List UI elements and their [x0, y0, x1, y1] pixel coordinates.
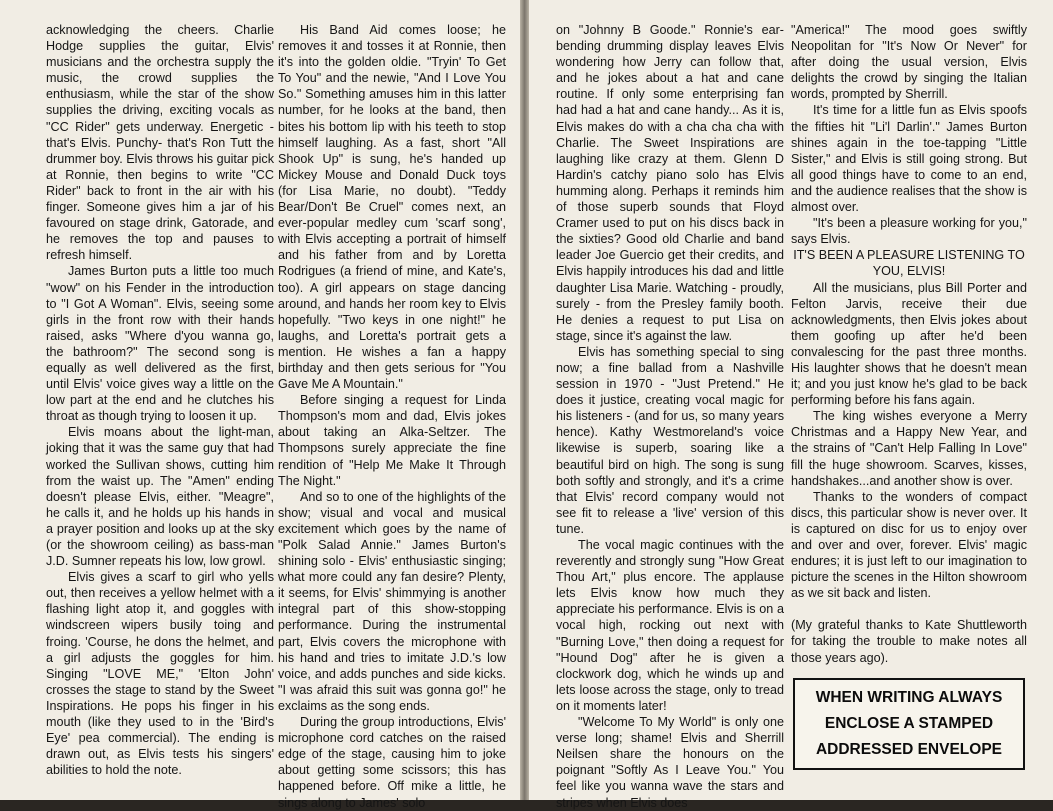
paragraph: Before singing a request for Linda Thompson's mom and dad, Elvis jokes about taking an Alka-Seltzer. The Thompsons surely appreciate the fine rendition of "Help Me Make It Through The Night."	[278, 393, 506, 488]
notice-line: ENCLOSE A STAMPED	[824, 715, 994, 732]
paragraph: The king wishes everyone a Merry Christmas and a Happy New Year, and the strains of "Can't Help Falling In Love" fill the huge showroom. Scarves, kisses, handshakes...and another show is over.	[791, 409, 1027, 488]
page-gutter	[520, 0, 529, 800]
paragraph: The vocal magic continues with the reverently and strongly sung "How Great Thou Art," plus encore. The applause lets Elvis know how much they appreciate his performance. Elvis is on a vocal high, rocking out next with "Burning Love," then doing a request for "Hound Dog" after he is given a clockwork dog, which he winds up and lets loose across the stage, only to tread on it moments later!	[556, 538, 784, 713]
paragraph: All the musicians, plus Bill Porter and Felton Jarvis, receive their due acknowledgments, then Elvis jokes about them goofing up after he'd been convalescing for the past three months. His laughter shows that he doesn't mean it; and you just know he's glad to be back performing before his fans again.	[791, 280, 1027, 408]
notice-box	[793, 678, 1025, 770]
caps-line: IT'S BEEN A PLEASURE LISTENING TO YOU, ELVIS!	[793, 248, 1025, 279]
paragraph: "It's been a pleasure working for you," says Elvis.	[791, 216, 1027, 247]
paragraph: Elvis gives a scarf to girl who yells out, then receives a yellow helmet with a flashing light atop it, and goggles with windscreen wipers busily toing and froing. 'Course, he dons the helmet, and a girl adjusts the goggles for him. Singing "LOVE ME," 'Elton John' crosses the stage to stand by the Sweet Inspirations. He pops his finger in his mouth (like they used to in the 'Bird's Eye' pea commercial). The ending is drawn out, as Elvis tests his singers' abilities to hold the note.	[46, 570, 274, 778]
paragraph: Elvis has something special to sing now; a fine ballad from a Nashville session in 1970 - "Just Pretend." He does it justice, creating vocal magic for his listeners - (and for us, so many years hence). Kathy Westmoreland's voice likewise is superb, soaring like a beautiful bird on high. The song is sung both softly and strongly, and it's a crime that Elvis' record company would not see fit to release a 'live' version of this tune.	[556, 344, 784, 536]
paragraph: Thanks to the wonders of compact discs, this particular show is never over. It is captured on disc for us to enjoy over and over and over, forever. Elvis' magic endures; it is just left to our imagination to picture the scenes in the Hilton showroom as we sit back and listen.	[791, 489, 1027, 601]
paragraph: "America!" The mood goes swiftly Neopolitan for "It's Now Or Never" for after doing the usual version, Elvis delights the crowd by singing the Italian words, prompted by Sherrill.	[791, 23, 1027, 102]
thanks-note: (My grateful thanks to Kate Shuttleworth for taking the trouble to make notes all those years ago).	[791, 618, 1027, 665]
right-page	[529, 0, 1053, 810]
paragraph: His Band Aid comes loose; he removes it and tosses it at Ronnie, then it's into the golden oldie. "Tryin' To Get To You" and the newie, "And I Love You So." Something amuses him in this latter number, for he looks at the band, then bites his bottom lip with his teeth to stop himself laughing. As a fast, short "All Shook Up" is sung, he's handed up Mickey Mouse and Donald Duck toys (for Lisa Marie, no doubt). "Teddy Bear/Don't Be Cruel" comes next, an ever-popular medley cum 'scarf song', with Elvis accepting a portrait of himself and his father from and by Loretta Rodrigues (a friend of mine, and Kate's, too). A girl appears on stage dancing around, and hands her room key to Elvis hopefully. "Two keys in one night!" he laughs, and Loretta's portrait gets a mention. He wishes a fan a happy birthday and then gets serious for "You Gave Me A Mountain."	[278, 23, 506, 392]
paragraph: Elvis moans about the light-man, joking that it was the same guy that had worked the Sullivan shows, cutting him from the waist up. The "Amen" ending doesn't please Elvis, either. "Meagre", he calls it, and he holds up his hands in a prayer position and looks up at the sky (or the showroom ceiling) as bass-man J.D. Sumner repeats his low, low growl.	[46, 425, 274, 569]
paragraph: "Welcome To My World" is only one verse long; shame! Elvis and Sherrill Neilsen share the honours on the poignant "Softly As I Leave You." You feel like you wanna wave the stars and stripes when Elvis does	[556, 715, 784, 810]
left-column-2	[278, 22, 506, 811]
left-column-1	[46, 22, 274, 778]
paragraph: on "Johnny B Goode." Ronnie's ear-bending drumming display leaves Elvis wondering how Jerry can follow that, and he jokes about a hat and cane routine. If only some enterprising fan had had a hat and cane handy... As it is, Elvis makes do with a cha cha cha with Charlie. The Sweet Inspirations are laughing like crazy at them. Glenn D Hardin's catchy piano solo has Elvis humming along. Perhaps it reminds him of those superb sounds that Floyd Cramer used to put on his discs back in the sixties? Good old Charlie and band leader Joe Guercio get their credits, and Elvis happily introduces his dad and little daughter Lisa Marie. Watching - proudly, surely - from the Presley family booth. He denies a request to put Lisa on stage, since it's against the law.	[556, 23, 784, 343]
right-column-2	[791, 22, 1027, 666]
paragraph: acknowledging the cheers. Charlie Hodge supplies the guitar, Elvis' musicians and the orchestra supply the music, the crowd supplies the enthusiasm, while the star of the show supplies the driving, exciting vocals as "CC Rider" gets underway. Energetic - that's Elvis. Punchy- that's Ron Tutt the drummer boy. Elvis throws his guitar pick at Ronnie, then begins to write "CC Rider" back to front in the air with his finger. Someone gives him a jar of his favoured on stage drink, Gatorade, and he removes the top and pauses to refresh himself.	[46, 23, 274, 263]
paragraph: It's time for a little fun as Elvis spoofs the fifties hit "Li'l Darlin'." James Burton shines again in the toe-tapping "Little Sister," and Elvis is still going strong. But all good things have to come to an end, and the audience realises that the show is almost over.	[791, 103, 1027, 215]
notice-line: ADDRESSED ENVELOPE	[815, 741, 1003, 758]
right-column-1	[556, 22, 784, 811]
notice-line: WHEN WRITING ALWAYS	[815, 689, 1003, 706]
left-page	[0, 0, 520, 810]
paragraph: During the group introductions, Elvis' microphone cord catches on the raised edge of the stage, causing him to joke about getting some scissors; this has happened before. Off mike a little, he sings along to James' solo	[278, 715, 506, 810]
paragraph: And so to one of the highlights of the show; visual and vocal and musical excitement which goes by the name of "Polk Salad Annie." James Burton's shining solo - Elvis' enthusiastic singing; what more could any fan desire? Plenty, it seems, for Elvis' shimmying is another integral part of this show-stopping performance. During the instrumental part, Elvis covers the microphone with his hand and tries to imitate J.D.'s low voice, and adds punches and side kicks. "I was afraid this suit was gonna go!" he exclaims as the song ends.	[278, 489, 506, 713]
paragraph: James Burton puts a little too much "wow" on his Fender in the introduction to "I Got A Woman". Elvis, seeing some girls in the front row with their hands raised, asks "Where d'you wanna go, the bathroom?" The second song is equally as well delivered as the first, until Elvis' voice gives way a little on the low part at the end and he clutches his throat as though trying to loosen it up.	[46, 264, 274, 424]
